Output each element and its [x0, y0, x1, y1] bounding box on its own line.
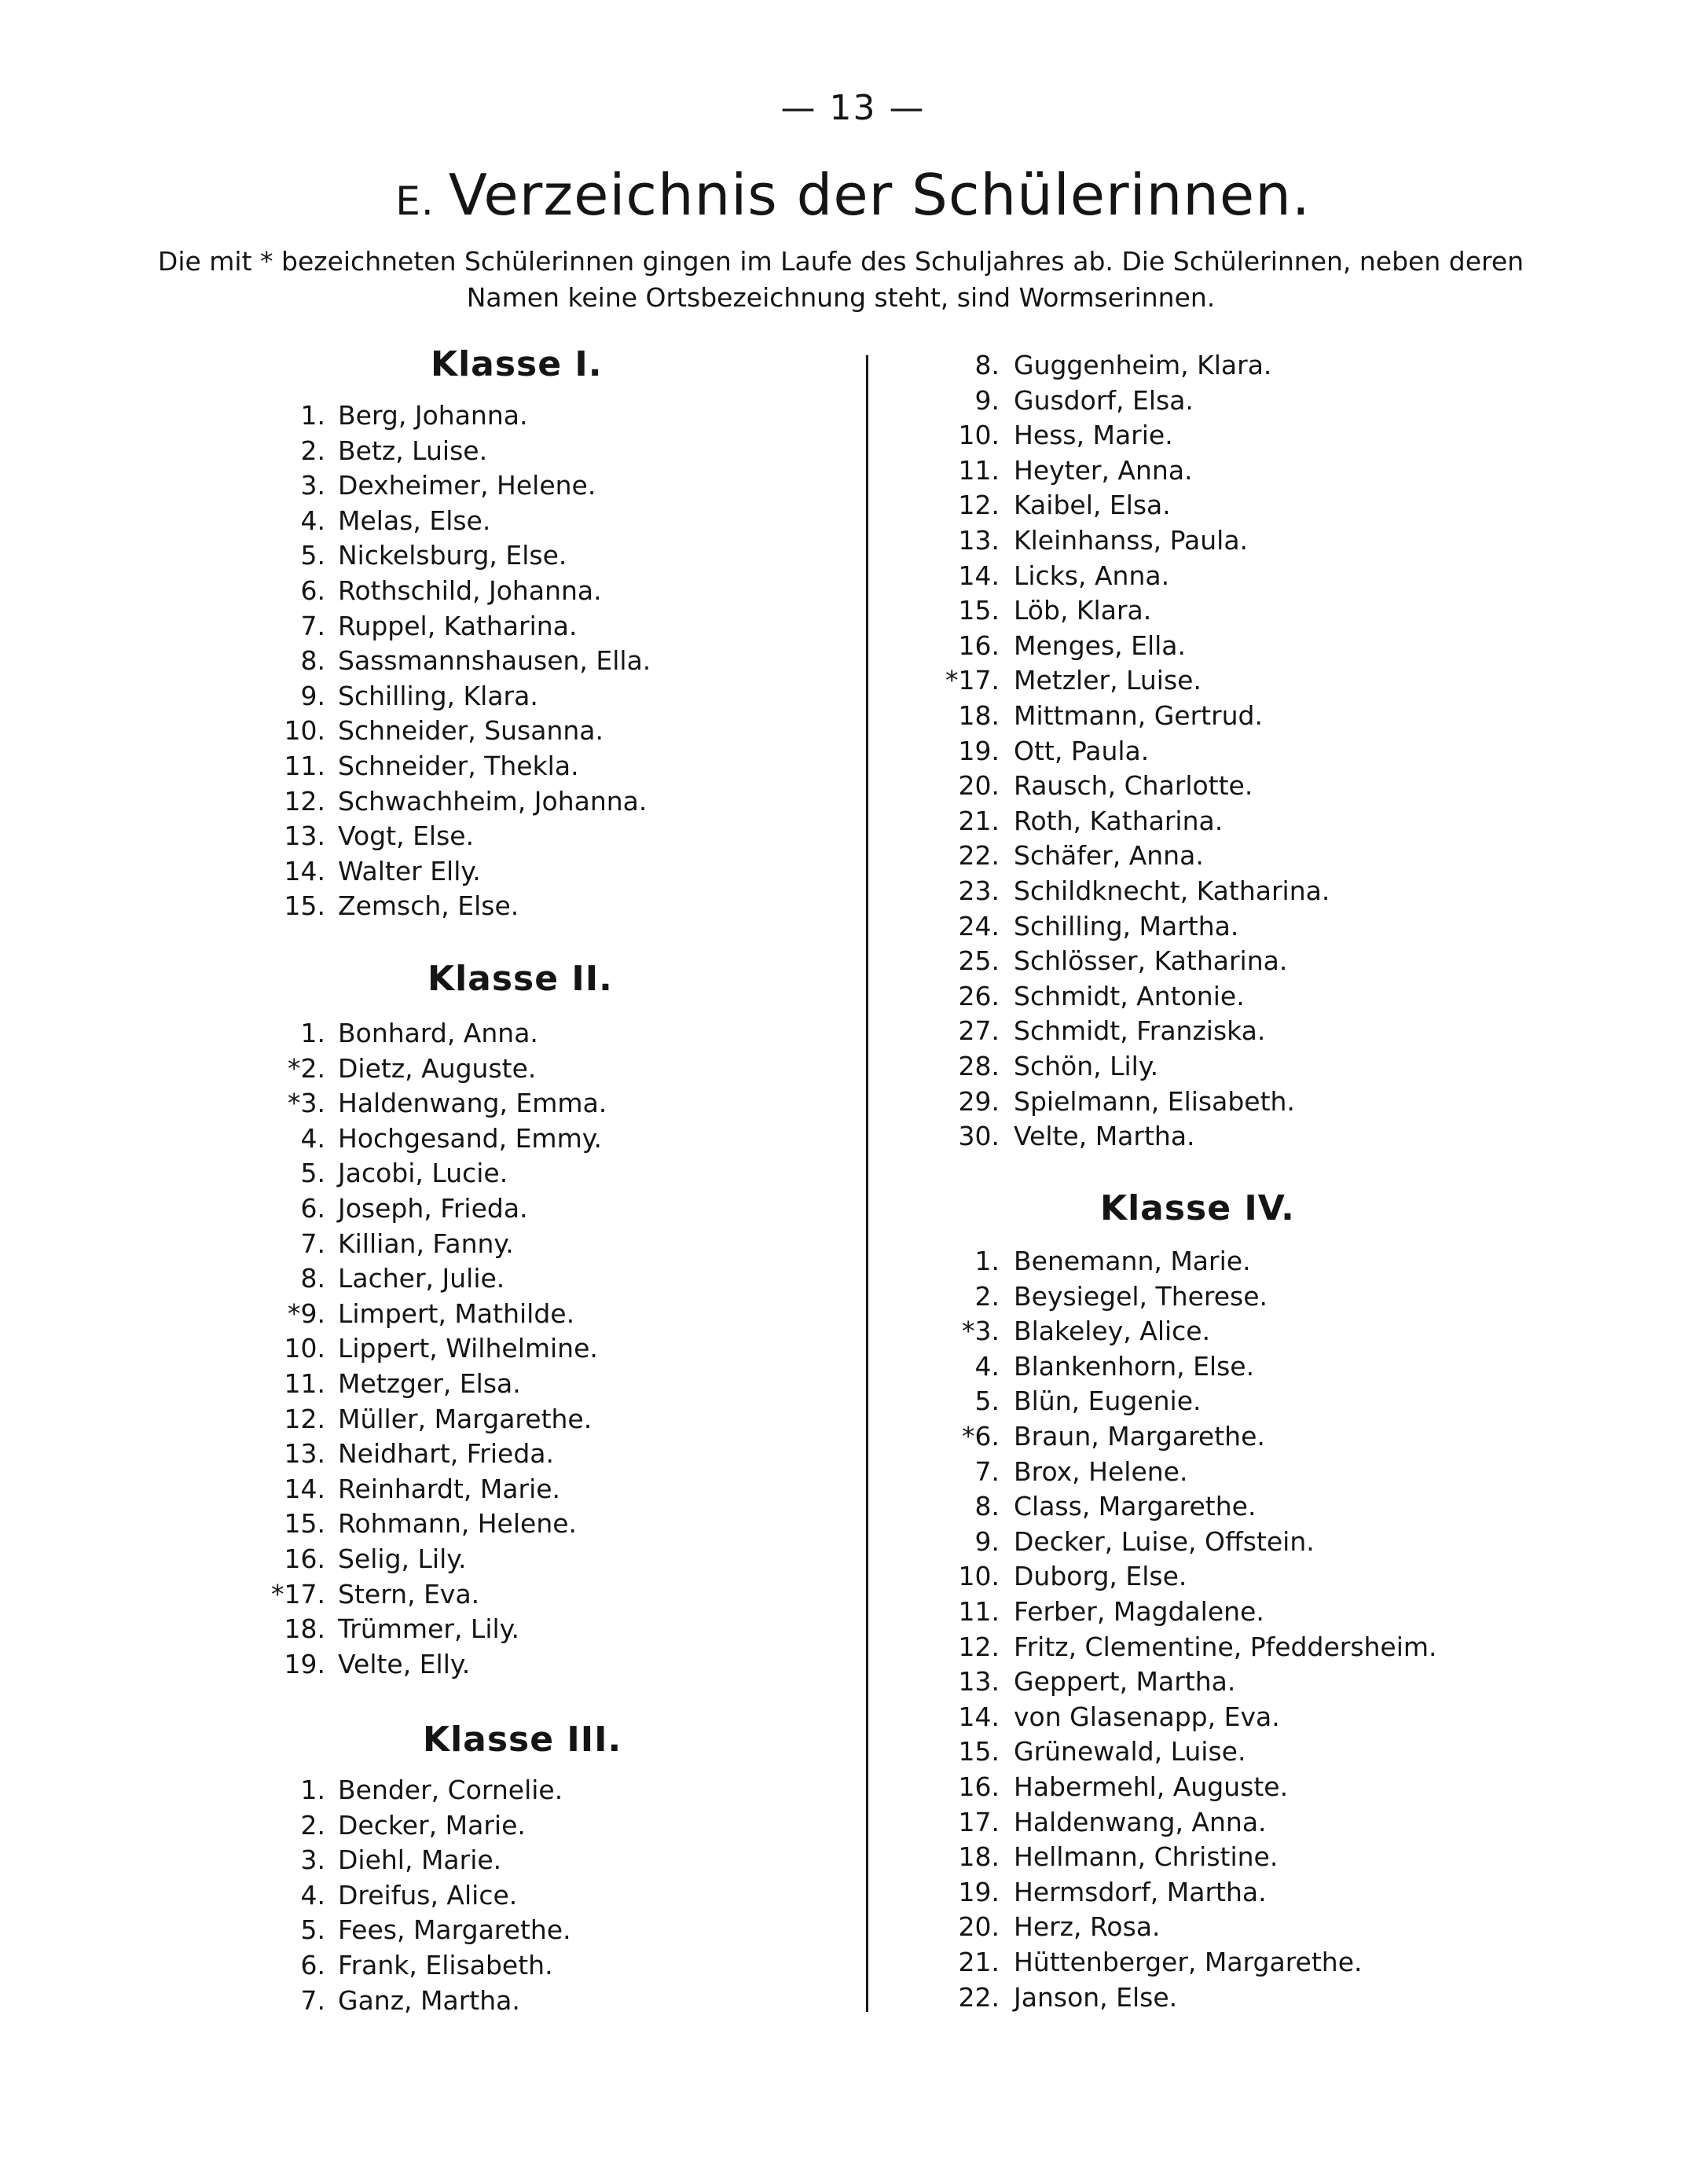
student-name: Diehl, Marie.: [338, 1844, 502, 1876]
student-name: Gusdorf, Elsa.: [1014, 384, 1194, 416]
student-number: 19.: [284, 1648, 325, 1679]
list-item: [872, 1244, 1697, 1279]
list-item: [0, 1647, 825, 1682]
list-item: [0, 1878, 825, 1913]
student-name: Betz, Luise.: [338, 435, 488, 466]
student-name: Mittmann, Gertrud.: [1014, 700, 1263, 731]
student-number: 16.: [284, 1543, 325, 1574]
student-name: Kaibel, Elsa.: [1014, 490, 1171, 521]
student-number: 25.: [958, 945, 1000, 977]
list-item: [0, 504, 825, 538]
student-name: Joseph, Frieda.: [338, 1193, 528, 1224]
student-number: 12.: [284, 785, 325, 817]
list-item: [872, 839, 1697, 873]
list-item: [872, 979, 1697, 1014]
student-name: Haldenwang, Anna.: [1014, 1806, 1267, 1837]
list-item: [872, 944, 1697, 978]
list-item: [0, 1472, 825, 1507]
student-number: 15.: [958, 595, 1000, 626]
student-name: Fees, Margarethe.: [338, 1914, 571, 1946]
klasse3-title: Klasse III.: [423, 1720, 622, 1760]
student-name: Brox, Helene.: [1014, 1455, 1188, 1487]
student-number: 10.: [284, 715, 325, 747]
student-number: 15.: [958, 1736, 1000, 1767]
student-number: 28.: [958, 1051, 1000, 1081]
student-name: Stern, Eva.: [338, 1578, 480, 1610]
student-number: 5.: [300, 1914, 325, 1946]
list-item: [0, 819, 825, 853]
list-item: [0, 1577, 825, 1612]
student-name: Haldenwang, Emma.: [338, 1088, 607, 1119]
student-name: Kleinhanss, Paula.: [1014, 525, 1249, 556]
student-name: Schön, Lily.: [1014, 1051, 1159, 1081]
student-name: Rothschild, Johanna.: [338, 575, 602, 606]
student-number: 20.: [958, 770, 1000, 802]
list-item: [872, 593, 1697, 628]
student-name: Fritz, Clementine, Pfeddersheim.: [1014, 1631, 1437, 1662]
list-item: [0, 889, 825, 923]
list-item: [0, 434, 825, 468]
list-item: [872, 1049, 1697, 1084]
student-name: Braun, Margarethe.: [1014, 1421, 1265, 1452]
student-name: Ferber, Magdalene.: [1014, 1596, 1264, 1627]
list-item: [872, 1489, 1697, 1524]
student-number: *9.: [288, 1298, 325, 1329]
list-item: [872, 348, 1697, 383]
student-name: Velte, Elly.: [338, 1648, 471, 1679]
student-number: 9.: [974, 1525, 1000, 1557]
student-name: Dreifus, Alice.: [338, 1879, 518, 1911]
student-number: 8.: [300, 645, 325, 677]
student-number: 19.: [958, 1876, 1000, 1907]
student-number: 7.: [974, 1455, 1000, 1487]
student-name: Vogt, Else.: [338, 820, 475, 852]
list-item: [0, 1016, 825, 1051]
student-name: Spielmann, Elisabeth.: [1014, 1085, 1295, 1117]
student-number: 1.: [974, 1246, 1000, 1276]
list-item: [0, 538, 825, 573]
list-item: [872, 1014, 1697, 1048]
student-name: Velte, Martha.: [1014, 1121, 1195, 1152]
list-item: [0, 1121, 825, 1156]
student-number: *3.: [288, 1088, 325, 1119]
student-name: Class, Margarethe.: [1014, 1491, 1257, 1522]
student-name: Blankenhorn, Else.: [1014, 1350, 1255, 1382]
list-item: [0, 468, 825, 503]
klasse4-title: Klasse IV.: [1100, 1188, 1295, 1228]
list-item: [0, 1437, 825, 1471]
student-number: 18.: [958, 1841, 1000, 1873]
student-name: Bonhard, Anna.: [338, 1018, 538, 1048]
student-number: 7.: [300, 1228, 325, 1259]
list-item: [872, 418, 1697, 453]
student-number: 30.: [958, 1121, 1000, 1152]
list-item: [872, 1279, 1697, 1314]
column-divider: [866, 355, 868, 2012]
student-number: 1.: [300, 1775, 325, 1805]
student-number: 9.: [974, 384, 1000, 416]
list-item: [0, 1773, 825, 1808]
student-number: 5.: [300, 1158, 325, 1189]
list-item: [0, 1191, 825, 1226]
list-item: [872, 1665, 1697, 1699]
list-item: [872, 1945, 1697, 1980]
student-number: 21.: [958, 805, 1000, 836]
student-number: 7.: [300, 610, 325, 641]
student-number: 4.: [300, 1879, 325, 1911]
student-name: Limpert, Mathilde.: [338, 1298, 575, 1329]
student-number: 12.: [958, 1631, 1000, 1662]
student-number: 13.: [958, 525, 1000, 556]
student-number: 26.: [958, 980, 1000, 1011]
student-name: Janson, Else.: [1014, 1981, 1178, 2013]
list-item: [872, 734, 1697, 769]
list-item: [0, 1402, 825, 1437]
student-name: Duborg, Else.: [1014, 1561, 1187, 1592]
student-number: *2.: [288, 1052, 325, 1084]
student-number: 13.: [284, 1438, 325, 1470]
heading-title: Verzeichnis der Schülerinnen.: [448, 162, 1311, 228]
student-number: 22.: [958, 1981, 1000, 2013]
student-number: 20.: [958, 1911, 1000, 1943]
student-name: Hüttenberger, Margarethe.: [1014, 1947, 1363, 1977]
student-name: Schäfer, Anna.: [1014, 840, 1204, 872]
list-item: [872, 1314, 1697, 1349]
list-item: [872, 1595, 1697, 1629]
student-name: Heyter, Anna.: [1014, 454, 1193, 486]
student-name: Ganz, Martha.: [338, 1984, 520, 2016]
student-name: Blakeley, Alice.: [1014, 1316, 1211, 1347]
list-item: [0, 1843, 825, 1878]
student-number: 6.: [300, 1193, 325, 1224]
student-name: Ott, Paula.: [1014, 735, 1150, 766]
student-name: Hellmann, Christine.: [1014, 1841, 1279, 1873]
student-name: Schneider, Thekla.: [338, 751, 579, 781]
student-name: Zemsch, Else.: [338, 890, 519, 922]
student-name: Hochgesand, Emmy.: [338, 1122, 603, 1154]
student-number: *3.: [962, 1316, 1000, 1347]
student-number: 2.: [300, 435, 325, 466]
student-number: *6.: [962, 1421, 1000, 1452]
student-number: 22.: [958, 840, 1000, 872]
student-name: Schwachheim, Johanna.: [338, 785, 648, 817]
student-name: Nickelsburg, Else.: [338, 540, 567, 571]
student-name: Löb, Klara.: [1014, 595, 1152, 626]
student-name: Blün, Eugenie.: [1014, 1386, 1202, 1417]
student-number: 5.: [300, 540, 325, 571]
student-number: 8.: [300, 1263, 325, 1294]
student-number: 14.: [958, 1701, 1000, 1732]
student-number: 3.: [300, 1844, 325, 1876]
student-number: 10.: [958, 420, 1000, 451]
list-item: [872, 1349, 1697, 1384]
student-number: 8.: [974, 350, 1000, 380]
list-item: [0, 679, 825, 714]
list-item: [0, 1227, 825, 1261]
student-name: Hess, Marie.: [1014, 420, 1173, 451]
list-item: [872, 663, 1697, 698]
list-item: [872, 804, 1697, 839]
student-number: 27.: [958, 1015, 1000, 1047]
list-item: [0, 1086, 825, 1121]
list-item: [0, 1297, 825, 1331]
student-number: 13.: [958, 1666, 1000, 1698]
student-number: 11.: [284, 1368, 325, 1399]
student-number: 23.: [958, 875, 1000, 906]
student-number: 11.: [958, 1596, 1000, 1627]
student-name: Roth, Katharina.: [1014, 805, 1224, 836]
student-name: Decker, Luise, Offstein.: [1014, 1525, 1315, 1557]
student-name: Müller, Margarethe.: [338, 1403, 593, 1434]
list-item: [0, 1261, 825, 1296]
list-item: [872, 1419, 1697, 1454]
student-number: 6.: [300, 575, 325, 606]
student-number: 9.: [300, 680, 325, 711]
list-item: [0, 784, 825, 819]
list-item: [0, 1507, 825, 1541]
student-name: Dexheimer, Helene.: [338, 470, 596, 501]
student-number: 8.: [974, 1491, 1000, 1522]
student-name: Schmidt, Antonie.: [1014, 980, 1245, 1011]
list-item: [872, 1734, 1697, 1769]
student-number: 14.: [958, 560, 1000, 591]
student-number: 16.: [958, 1771, 1000, 1802]
list-item: [0, 1984, 825, 2018]
student-number: 15.: [284, 890, 325, 922]
list-item: [872, 1805, 1697, 1840]
student-name: Berg, Johanna.: [338, 400, 528, 431]
student-number: 1.: [300, 400, 325, 431]
student-number: 13.: [284, 820, 325, 852]
student-name: Lippert, Wilhelmine.: [338, 1333, 598, 1364]
student-number: *17.: [271, 1578, 325, 1610]
student-name: Schlösser, Katharina.: [1014, 945, 1288, 977]
student-name: Guggenheim, Klara.: [1014, 350, 1272, 380]
student-name: Schilling, Martha.: [1014, 910, 1239, 942]
list-item: [0, 1156, 825, 1191]
student-number: 10.: [958, 1561, 1000, 1592]
page-heading: [0, 157, 1706, 239]
list-item: [872, 1455, 1697, 1489]
student-name: Dietz, Auguste.: [338, 1052, 537, 1084]
list-item: [872, 769, 1697, 803]
list-item: [0, 1808, 825, 1843]
list-item: [0, 714, 825, 748]
list-item: [872, 1559, 1697, 1594]
student-number: 15.: [284, 1508, 325, 1540]
list-item: [872, 699, 1697, 733]
student-name: Lacher, Julie.: [338, 1263, 505, 1294]
klasse1-title: Klasse I.: [431, 344, 603, 384]
list-item: [0, 1612, 825, 1646]
student-number: 1.: [300, 1018, 325, 1048]
student-name: Neidhart, Frieda.: [338, 1438, 555, 1470]
student-number: 18.: [958, 700, 1000, 731]
student-name: Schmidt, Franziska.: [1014, 1015, 1266, 1047]
list-item: [872, 1119, 1697, 1154]
student-name: Grünewald, Luise.: [1014, 1736, 1246, 1767]
student-number: 19.: [958, 735, 1000, 766]
student-number: 11.: [958, 454, 1000, 486]
list-item: [0, 609, 825, 644]
student-name: Habermehl, Auguste.: [1014, 1771, 1289, 1802]
student-name: Geppert, Martha.: [1014, 1666, 1236, 1698]
list-item: [872, 559, 1697, 593]
list-item: [872, 1384, 1697, 1419]
student-number: 4.: [300, 505, 325, 536]
student-name: Menges, Ella.: [1014, 630, 1187, 661]
student-number: 6.: [300, 1950, 325, 1980]
list-item: [872, 523, 1697, 558]
student-number: 14.: [284, 1473, 325, 1504]
student-number: 4.: [974, 1350, 1000, 1382]
student-number: 11.: [284, 751, 325, 781]
student-name: Ruppel, Katharina.: [338, 610, 578, 641]
list-item: [872, 629, 1697, 663]
student-name: von Glasenapp, Eva.: [1014, 1701, 1280, 1732]
student-number: 14.: [284, 855, 325, 886]
student-number: 17.: [958, 1806, 1000, 1837]
student-name: Frank, Elisabeth.: [338, 1950, 553, 1980]
list-item: [872, 1770, 1697, 1804]
list-item: [0, 644, 825, 678]
student-name: Licks, Anna.: [1014, 560, 1170, 591]
student-name: Bender, Cornelie.: [338, 1775, 563, 1805]
heading-prefix: E.: [395, 178, 435, 224]
list-item: [0, 398, 825, 433]
list-item: [872, 384, 1697, 418]
student-name: Herz, Rosa.: [1014, 1911, 1161, 1943]
student-number: 10.: [284, 1333, 325, 1364]
student-name: Killian, Fanny.: [338, 1228, 514, 1259]
student-number: 12.: [958, 490, 1000, 521]
student-number: 12.: [284, 1403, 325, 1434]
list-item: [872, 453, 1697, 488]
klasse2-title: Klasse II.: [427, 959, 613, 999]
student-name: Walter Elly.: [338, 855, 481, 886]
student-number: 16.: [958, 630, 1000, 661]
list-item: [872, 909, 1697, 944]
list-item: [872, 1700, 1697, 1734]
student-number: *17.: [945, 665, 1000, 696]
student-name: Rausch, Charlotte.: [1014, 770, 1253, 802]
list-item: [872, 1980, 1697, 2015]
list-item: [0, 574, 825, 608]
list-item: [0, 854, 825, 889]
list-item: [872, 1630, 1697, 1665]
list-item: [872, 1525, 1697, 1559]
student-name: Metzger, Elsa.: [338, 1368, 521, 1399]
student-name: Rohmann, Helene.: [338, 1508, 578, 1540]
list-item: [872, 874, 1697, 908]
list-item: [0, 1367, 825, 1401]
student-name: Benemann, Marie.: [1014, 1246, 1251, 1276]
student-number: 2.: [300, 1809, 325, 1841]
list-item: [0, 1331, 825, 1366]
list-item: [872, 1910, 1697, 1944]
page-number: — 13 —: [780, 88, 926, 128]
student-name: Reinhardt, Marie.: [338, 1473, 561, 1504]
list-item: [0, 1052, 825, 1086]
list-item: [872, 1840, 1697, 1874]
student-name: Schilling, Klara.: [338, 680, 538, 711]
student-name: Melas, Else.: [338, 505, 491, 536]
student-number: 5.: [974, 1386, 1000, 1417]
list-item: [872, 488, 1697, 523]
list-item: [0, 749, 825, 784]
student-number: 3.: [300, 470, 325, 501]
student-number: 4.: [300, 1122, 325, 1154]
student-number: 21.: [958, 1947, 1000, 1977]
student-name: Trümmer, Lily.: [338, 1613, 519, 1645]
list-item: [872, 1085, 1697, 1119]
student-name: Decker, Marie.: [338, 1809, 526, 1841]
student-name: Beysiegel, Therese.: [1014, 1280, 1268, 1312]
list-item: [0, 1542, 825, 1577]
student-number: 18.: [284, 1613, 325, 1645]
student-name: Metzler, Luise.: [1014, 665, 1202, 696]
student-name: Sassmannshausen, Ella.: [338, 645, 651, 677]
student-name: Jacobi, Lucie.: [338, 1158, 508, 1189]
student-number: 24.: [958, 910, 1000, 942]
list-item: [0, 1948, 825, 1983]
list-item: [872, 1875, 1697, 1910]
list-item: [0, 1913, 825, 1947]
student-name: Schneider, Susanna.: [338, 715, 604, 747]
student-name: Selig, Lily.: [338, 1543, 467, 1574]
student-name: Hermsdorf, Martha.: [1014, 1876, 1267, 1907]
intro-note: Die mit * bezeichneten Schülerinnen gingen im Laufe des Schuljahres ab. Die Schülerinnen, neben deren Namen keine Ortsbezeichnung steht, sind Wormserinnen.: [157, 246, 1524, 313]
student-name: Schildknecht, Katharina.: [1014, 875, 1330, 906]
student-number: 29.: [958, 1085, 1000, 1117]
student-number: 7.: [300, 1984, 325, 2016]
student-number: 2.: [974, 1280, 1000, 1312]
